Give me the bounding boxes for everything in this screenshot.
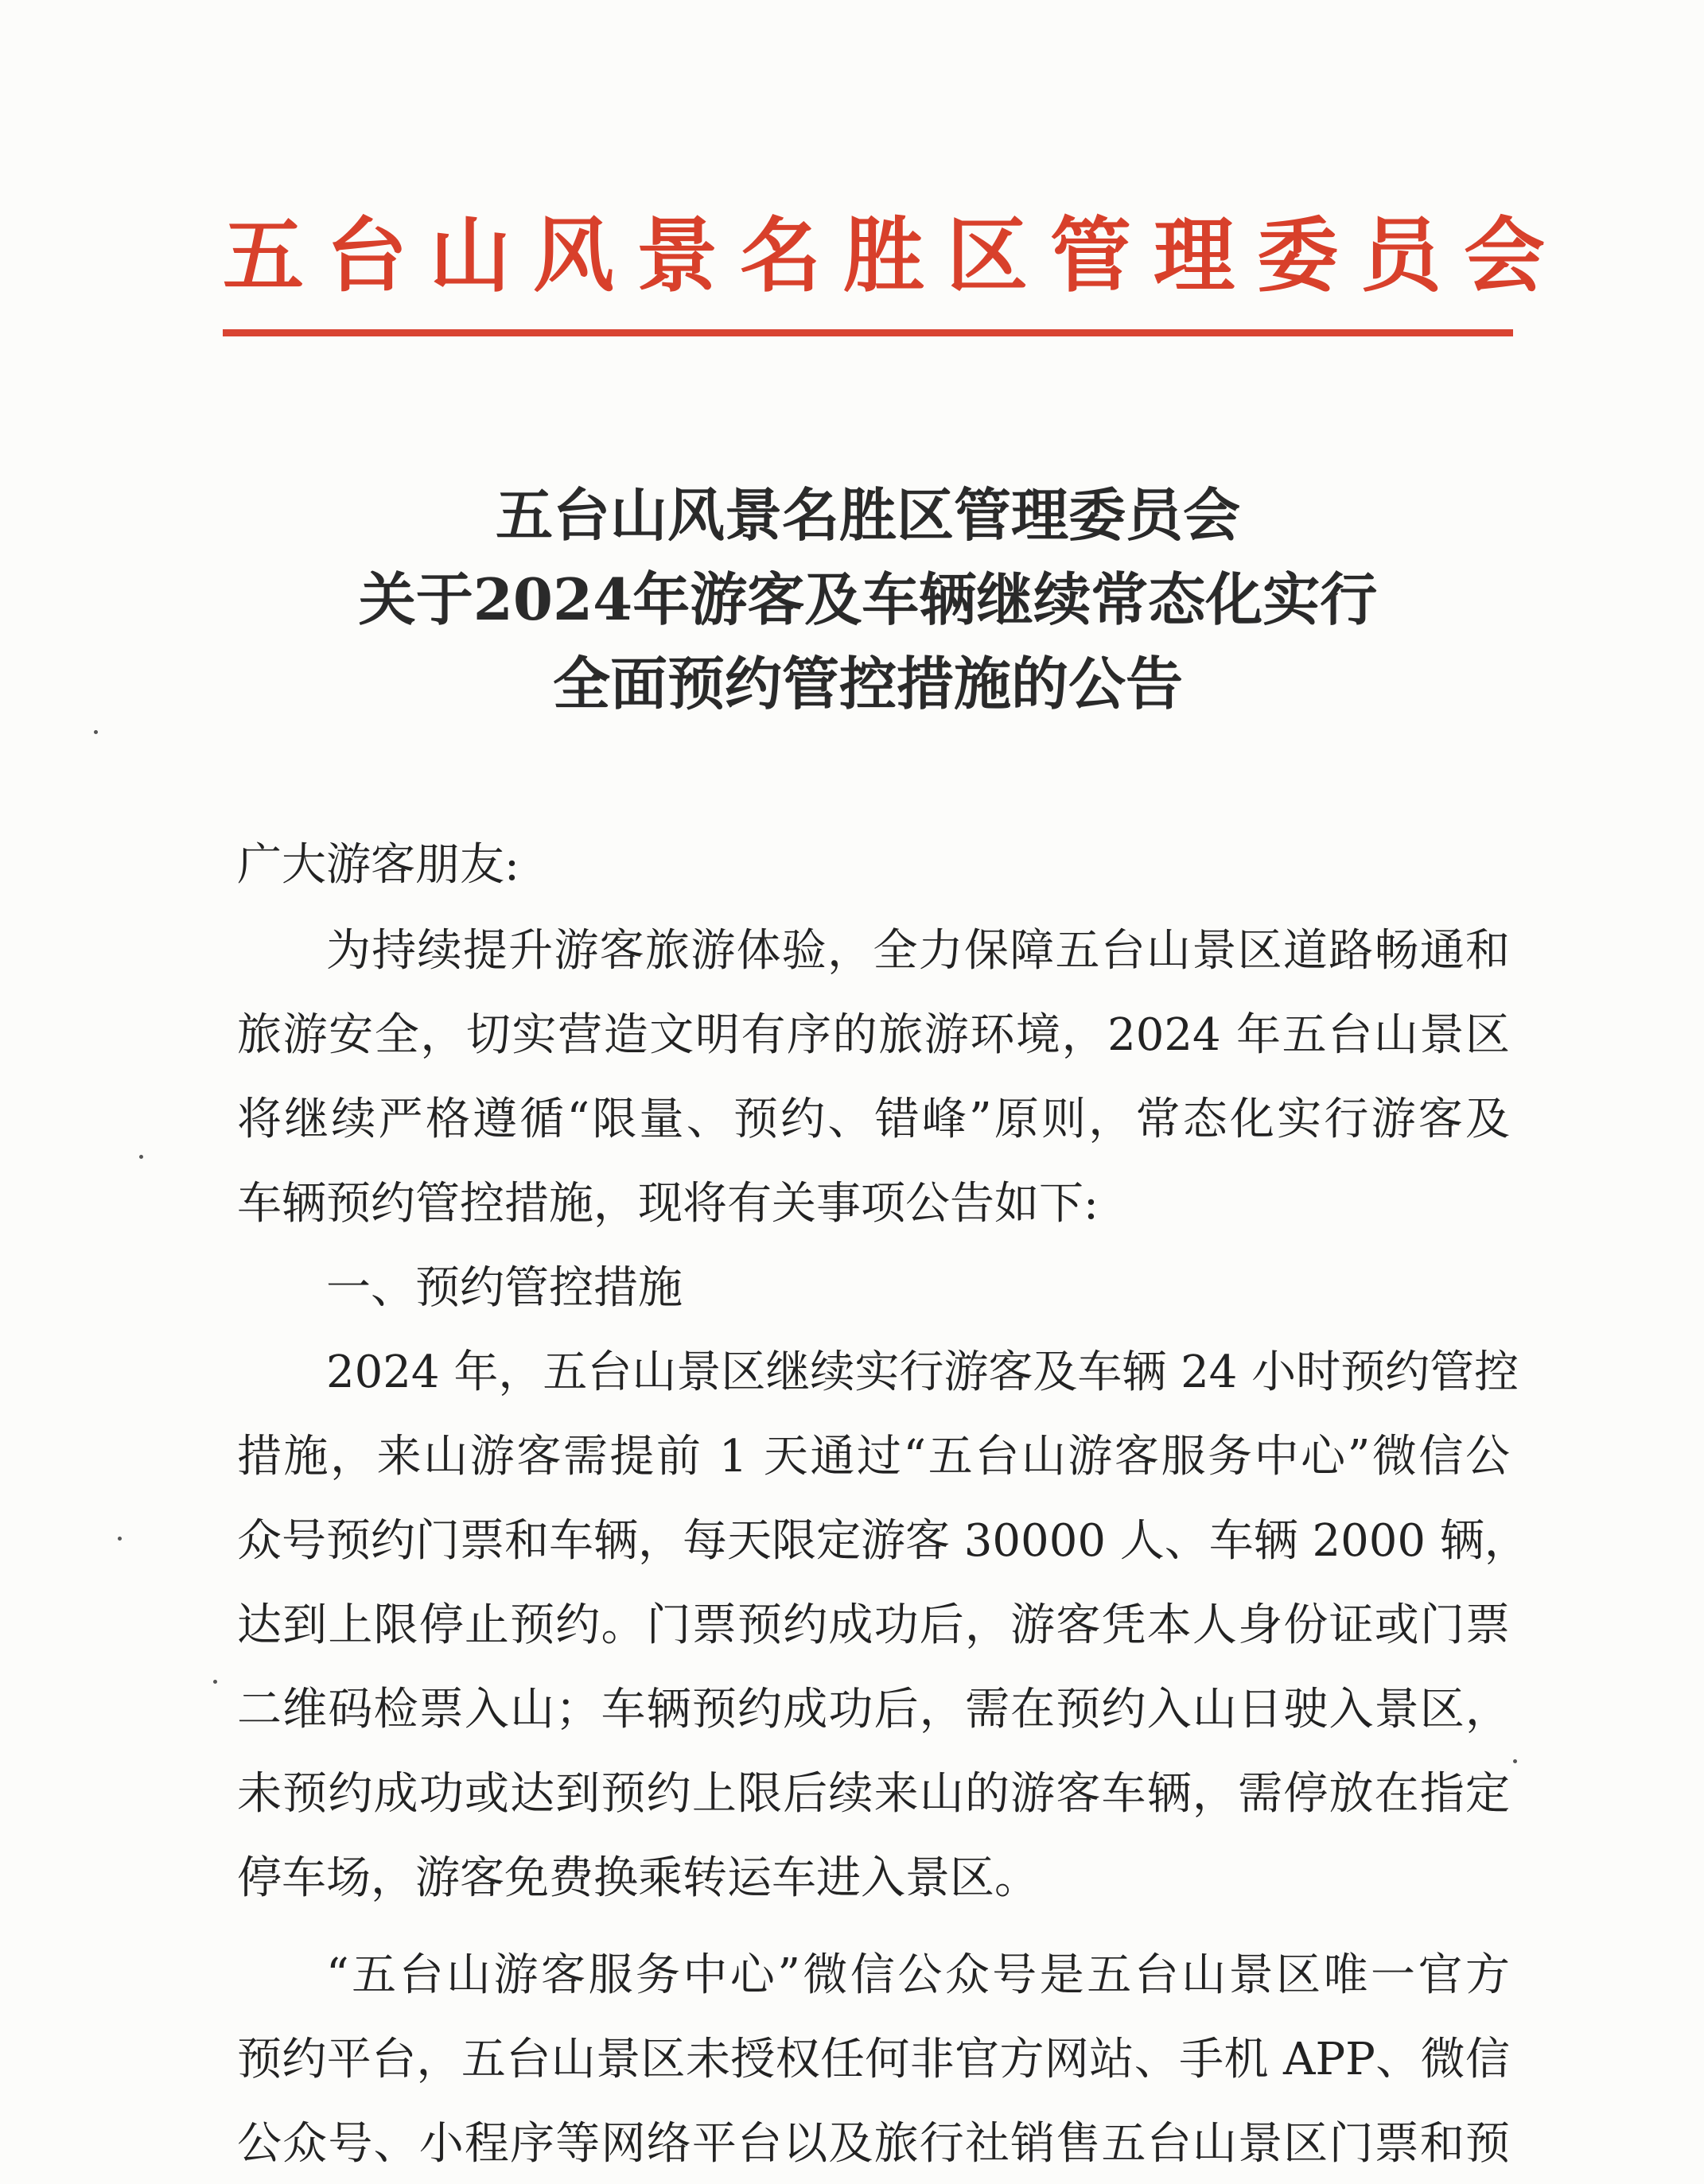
paragraph-line: 旅游安全，切实营造文明有序的旅游环境，2024 年五台山景区 bbox=[237, 1009, 1510, 1061]
paragraph-line: 为持续提升游客旅游体验，全力保障五台山景区道路畅通和 bbox=[326, 925, 1510, 977]
document-title-line-3: 全面预约管控措施的公告 bbox=[552, 650, 1183, 717]
paragraph-line: 将继续严格遵循“限量、预约、错峰”原则，常态化实行游客及 bbox=[237, 1094, 1510, 1145]
paragraph-line: 达到上限停止预约。门票预约成功后，游客凭本人身份证或门票 bbox=[237, 1599, 1510, 1651]
paragraph-line: “五台山游客服务中心”微信公众号是五台山景区唯一官方 bbox=[326, 1949, 1510, 2001]
paragraph-line: 二维码检票入山；车辆预约成功后，需在预约入山日驶入景区， bbox=[237, 1684, 1510, 1735]
paragraph-line: 2024 年，五台山景区继续实行游客及车辆 24 小时预约管控 bbox=[326, 1347, 1519, 1398]
scan-speckle bbox=[213, 1680, 217, 1684]
letterhead-issuer: 五台山风景名胜区管理委员会 bbox=[223, 209, 1567, 304]
paragraph-line: 未预约成功或达到预约上限后续来山的游客车辆，需停放在指定 bbox=[237, 1768, 1510, 1820]
letterhead-red-rule bbox=[223, 329, 1513, 336]
document-title-line-2: 关于2024年游客及车辆继续常态化实行 bbox=[358, 565, 1378, 633]
scan-speckle bbox=[94, 730, 98, 734]
paragraph-line: 车辆预约管控措施，现将有关事项公告如下: bbox=[237, 1178, 1099, 1230]
paragraph-line: 公众号、小程序等网络平台以及旅行社销售五台山景区门票和预 bbox=[237, 2118, 1510, 2170]
paragraph-line: 停车场，游客免费换乘转运车进入景区。 bbox=[237, 1852, 1039, 1904]
paragraph-line: 预约平台，五台山景区未授权任何非官方网站、手机 APP、微信 bbox=[237, 2034, 1510, 2085]
scan-speckle bbox=[139, 1155, 143, 1159]
scan-speckle bbox=[1513, 1759, 1517, 1763]
section-heading: 一、预约管控措施 bbox=[326, 1262, 683, 1314]
salutation: 广大游客朋友: bbox=[237, 839, 519, 891]
document-title-line-1: 五台山风景名胜区管理委员会 bbox=[495, 481, 1240, 549]
paragraph-line: 措施，来山游客需提前 1 天通过“五台山游客服务中心”微信公 bbox=[237, 1431, 1510, 1483]
paragraph-line: 众号预约门票和车辆，每天限定游客 30000 人、车辆 2000 辆， bbox=[237, 1515, 1529, 1567]
scan-speckle bbox=[118, 1537, 122, 1541]
